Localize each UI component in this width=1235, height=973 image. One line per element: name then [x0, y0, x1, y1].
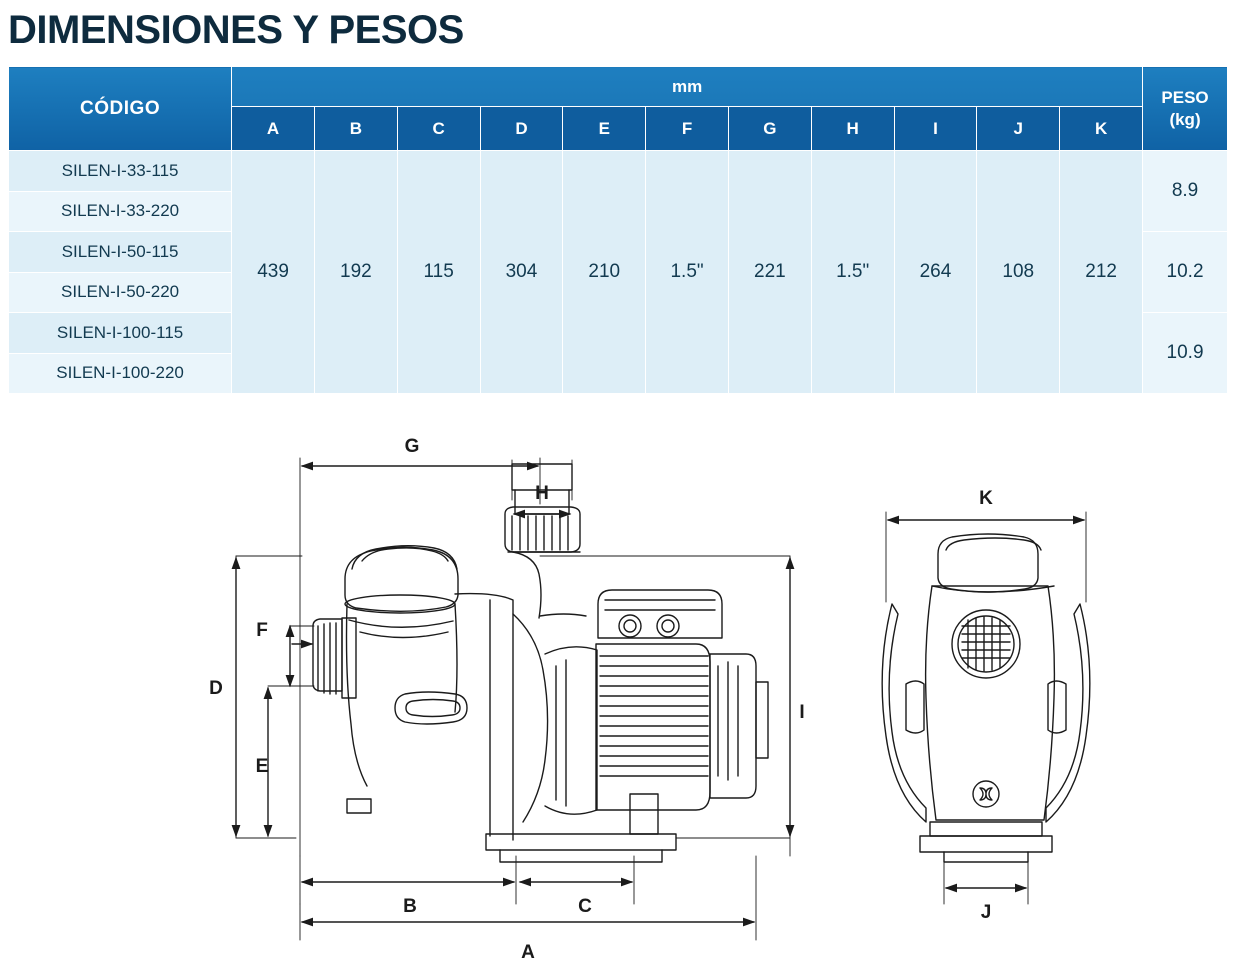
header-letter-g: G: [728, 107, 811, 151]
value-cell-c: 115: [397, 151, 480, 394]
header-mm: mm: [232, 67, 1143, 107]
pump-dimension-diagram: [0, 404, 1235, 973]
code-cell-1: SILEN-I-33-115: [9, 151, 232, 192]
label-d: D: [209, 678, 223, 699]
code-cell-2: SILEN-I-33-220: [9, 191, 232, 232]
weight-cell-3: 10.9: [1143, 313, 1228, 394]
label-c: C: [578, 896, 592, 917]
label-b: B: [403, 896, 417, 917]
dimensions-table-container: [8, 66, 1228, 394]
table-header-row-1: [9, 67, 1228, 107]
label-j: J: [980, 902, 992, 923]
header-letter-h: H: [811, 107, 894, 151]
header-letter-e: E: [563, 107, 646, 151]
label-g: G: [404, 436, 420, 457]
code-cell-3: SILEN-I-50-115: [9, 232, 232, 273]
value-cell-e: 210: [563, 151, 646, 394]
header-letter-c: C: [397, 107, 480, 151]
page-title: DIMENSIONES Y PESOS: [8, 8, 464, 52]
value-cell-h: 1.5": [811, 151, 894, 394]
code-cell-4: SILEN-I-50-220: [9, 272, 232, 313]
table-row: [9, 151, 1228, 192]
header-letter-f: F: [646, 107, 729, 151]
header-letter-b: B: [314, 107, 397, 151]
label-h: H: [535, 483, 549, 504]
label-e: E: [255, 756, 269, 777]
value-cell-j: 108: [977, 151, 1060, 394]
label-f: F: [256, 620, 268, 641]
header-peso: [1143, 67, 1228, 151]
value-cell-g: 221: [728, 151, 811, 394]
technical-drawing: [0, 404, 1235, 973]
header-letter-a: A: [232, 107, 315, 151]
value-cell-k: 212: [1060, 151, 1143, 394]
label-k: K: [979, 488, 993, 509]
value-cell-b: 192: [314, 151, 397, 394]
weight-cell-2: 10.2: [1143, 232, 1228, 313]
value-cell-i: 264: [894, 151, 977, 394]
header-peso-line2: (kg): [1169, 109, 1201, 129]
weight-cell-1: 8.9: [1143, 151, 1228, 232]
code-cell-5: SILEN-I-100-115: [9, 313, 232, 354]
header-codigo: CÓDIGO: [9, 67, 232, 151]
label-a: A: [521, 942, 535, 963]
dimensions-table: [8, 66, 1228, 394]
value-cell-a: 439: [232, 151, 315, 394]
header-letter-i: I: [894, 107, 977, 151]
label-i: I: [799, 702, 805, 723]
header-letter-j: J: [977, 107, 1060, 151]
header-peso-line1: PESO: [1161, 88, 1209, 108]
value-cell-f: 1.5": [646, 151, 729, 394]
header-letter-k: K: [1060, 107, 1143, 151]
code-cell-6: SILEN-I-100-220: [9, 353, 232, 394]
header-letter-d: D: [480, 107, 563, 151]
value-cell-d: 304: [480, 151, 563, 394]
